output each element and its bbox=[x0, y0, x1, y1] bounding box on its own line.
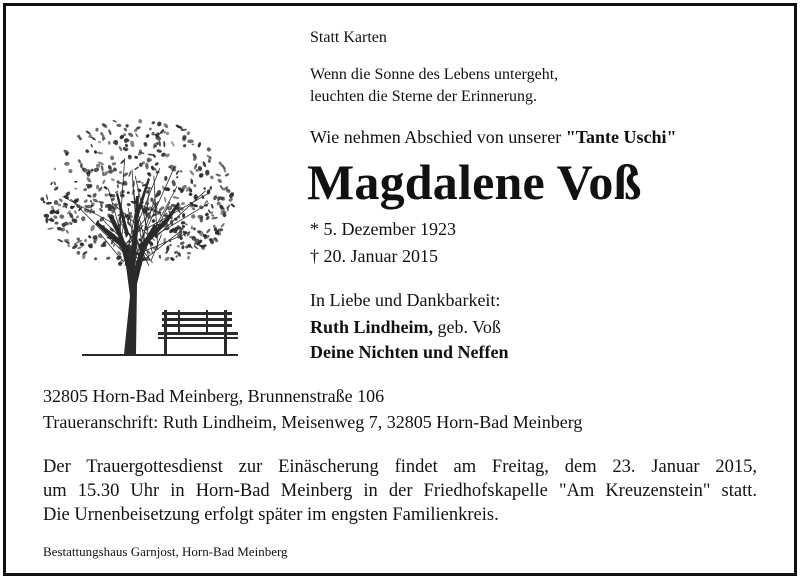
service-line-3: Die Urnenbeisetzung erfolgt später im engsten Familienkreis. bbox=[43, 505, 499, 525]
birth-date: * 5. Dezember 1923 bbox=[310, 219, 456, 239]
mourner-ruth bbox=[310, 317, 501, 338]
tree-and-bench-icon bbox=[38, 106, 242, 362]
service-line-1: Der Trauergottesdienst zur Einäscherung findet am Freitag, dem 23. Januar 2015, bbox=[43, 457, 757, 477]
mourners-intro: In Liebe und Dankbarkeit: bbox=[310, 290, 501, 310]
address-line-2: Traueranschrift: Ruth Lindheim, Meisenweg 7, 32805 Horn-Bad Meinberg bbox=[43, 412, 583, 432]
verse-line-1: Wenn die Sonne des Lebens untergeht, bbox=[310, 66, 559, 83]
deceased-name: Magdalene Voß bbox=[307, 154, 642, 210]
mourner-ruth-maiden: geb. Voß bbox=[433, 317, 501, 337]
mourner-ruth-name: Ruth Lindheim, bbox=[310, 317, 434, 337]
farewell-nickname: "Tante Uschi" bbox=[565, 127, 677, 147]
service-line-2: um 15.30 Uhr in Horn-Bad Meinberg in der Friedhofskapelle "Am Kreuzenstein" statt. bbox=[43, 481, 757, 501]
statt-karten: Statt Karten bbox=[310, 29, 387, 46]
mourner-nieces-text: Deine Nichten und Neffen bbox=[310, 342, 509, 362]
death-date: † 20. Januar 2015 bbox=[310, 246, 438, 266]
mourner-nieces bbox=[310, 342, 509, 363]
undertaker: Bestattungshaus Garnjost, Horn-Bad Meinberg bbox=[43, 544, 288, 559]
farewell-line bbox=[310, 127, 677, 148]
verse-line-2: leuchten die Sterne der Erinnerung. bbox=[310, 88, 538, 105]
farewell-prefix: Wie nehmen Abschied von unserer bbox=[310, 127, 566, 147]
address-line-1: 32805 Horn-Bad Meinberg, Brunnenstraße 106 bbox=[43, 386, 385, 406]
